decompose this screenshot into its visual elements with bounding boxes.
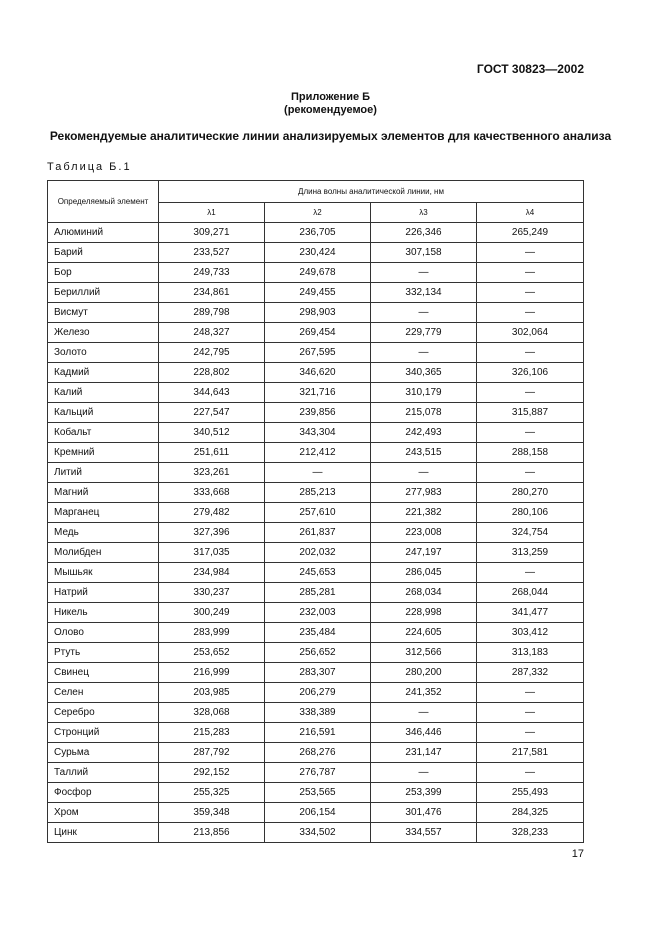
- wavelength-cell: —: [371, 263, 477, 283]
- element-name-cell: Бериллий: [48, 283, 159, 303]
- table-row: [48, 363, 584, 383]
- wavelength-cell: 340,365: [371, 363, 477, 383]
- table-header-row: [48, 181, 584, 203]
- wavelength-cell: 341,477: [477, 603, 584, 623]
- element-name-cell: Кобальт: [48, 423, 159, 443]
- table-row: [48, 743, 584, 763]
- table-row: [48, 663, 584, 683]
- wavelength-cell: —: [477, 723, 584, 743]
- wavelength-cell: 338,389: [265, 703, 371, 723]
- element-name-cell: Натрий: [48, 583, 159, 603]
- element-name-cell: Литий: [48, 463, 159, 483]
- wavelength-cell: —: [477, 463, 584, 483]
- wavelength-cell: 328,233: [477, 823, 584, 843]
- document-heading: Рекомендуемые аналитические линии анализируемых элементов для качественного анализа: [49, 129, 612, 143]
- wavelength-cell: 312,566: [371, 643, 477, 663]
- wavelength-cell: 303,412: [477, 623, 584, 643]
- wavelength-cell: 206,279: [265, 683, 371, 703]
- wavelength-cell: 332,134: [371, 283, 477, 303]
- wavelength-cell: 232,003: [265, 603, 371, 623]
- wavelength-cell: 227,547: [159, 403, 265, 423]
- wavelength-cell: 317,035: [159, 543, 265, 563]
- wavelength-cell: 300,249: [159, 603, 265, 623]
- element-name-cell: Висмут: [48, 303, 159, 323]
- wavelength-cell: 202,032: [265, 543, 371, 563]
- wavelength-cell: 334,502: [265, 823, 371, 843]
- element-name-cell: Свинец: [48, 663, 159, 683]
- wavelength-cell: 269,454: [265, 323, 371, 343]
- table-row: [48, 763, 584, 783]
- table-row: [48, 643, 584, 663]
- table-row: [48, 583, 584, 603]
- wavelength-cell: 234,861: [159, 283, 265, 303]
- wavelength-cell: 231,147: [371, 743, 477, 763]
- wavelength-cell: 253,565: [265, 783, 371, 803]
- wavelength-cell: —: [371, 343, 477, 363]
- wavelength-cell: 215,078: [371, 403, 477, 423]
- table-row: [48, 783, 584, 803]
- wavelength-cell: 280,106: [477, 503, 584, 523]
- wavelength-cell: 346,620: [265, 363, 371, 383]
- wavelength-cell: 242,493: [371, 423, 477, 443]
- table-row: [48, 443, 584, 463]
- appendix-title: Приложение Б: [290, 91, 371, 103]
- column-header-lambda-3: λ3: [371, 203, 477, 223]
- wavelength-cell: 302,064: [477, 323, 584, 343]
- wavelength-cell: 228,802: [159, 363, 265, 383]
- wavelength-cell: 249,455: [265, 283, 371, 303]
- wavelength-cell: 298,903: [265, 303, 371, 323]
- wavelength-cell: 277,983: [371, 483, 477, 503]
- wavelength-cell: —: [371, 763, 477, 783]
- wavelength-cell: 283,999: [159, 623, 265, 643]
- appendix-subtitle: (рекомендуемое): [284, 104, 377, 116]
- wavelength-cell: 328,068: [159, 703, 265, 723]
- wavelength-cell: —: [371, 703, 477, 723]
- wavelength-cell: 251,611: [159, 443, 265, 463]
- table-row: [48, 603, 584, 623]
- column-header-lambda-2: λ2: [265, 203, 371, 223]
- wavelength-cell: 285,281: [265, 583, 371, 603]
- wavelength-cell: 323,261: [159, 463, 265, 483]
- wavelength-cell: 276,787: [265, 763, 371, 783]
- element-name-cell: Олово: [48, 623, 159, 643]
- wavelength-cell: 326,106: [477, 363, 584, 383]
- wavelength-cell: 215,283: [159, 723, 265, 743]
- column-header-lambda-4: λ4: [477, 203, 584, 223]
- table-row: [48, 483, 584, 503]
- wavelength-cell: 253,652: [159, 643, 265, 663]
- column-header-wavelength-group: Длина волны аналитической линии, нм: [159, 181, 584, 203]
- wavelength-cell: 313,259: [477, 543, 584, 563]
- wavelength-cell: 267,595: [265, 343, 371, 363]
- table-row: [48, 563, 584, 583]
- wavelength-cell: 234,984: [159, 563, 265, 583]
- element-name-cell: Фосфор: [48, 783, 159, 803]
- table-row: [48, 683, 584, 703]
- wavelength-cell: 344,643: [159, 383, 265, 403]
- wavelength-cell: 301,476: [371, 803, 477, 823]
- wavelength-cell: 228,998: [371, 603, 477, 623]
- wavelength-cell: 212,412: [265, 443, 371, 463]
- element-name-cell: Никель: [48, 603, 159, 623]
- table-row: [48, 283, 584, 303]
- column-header-lambda-1: λ1: [159, 203, 265, 223]
- wavelength-cell: —: [477, 683, 584, 703]
- element-name-cell: Селен: [48, 683, 159, 703]
- wavelength-cell: 340,512: [159, 423, 265, 443]
- wavelength-cell: 229,779: [371, 323, 477, 343]
- table-caption: Таблица Б.1: [47, 161, 132, 173]
- element-name-cell: Магний: [48, 483, 159, 503]
- table-row: [48, 803, 584, 823]
- wavelength-cell: 280,270: [477, 483, 584, 503]
- wavelength-cell: 223,008: [371, 523, 477, 543]
- column-header-element: Определяемый элемент: [48, 181, 159, 223]
- wavelength-cell: 206,154: [265, 803, 371, 823]
- wavelength-cell: 243,515: [371, 443, 477, 463]
- wavelength-cell: —: [477, 243, 584, 263]
- wavelength-cell: 216,591: [265, 723, 371, 743]
- wavelength-cell: 359,348: [159, 803, 265, 823]
- table-row: [48, 823, 584, 843]
- wavelength-cell: 286,045: [371, 563, 477, 583]
- wavelength-cell: 241,352: [371, 683, 477, 703]
- wavelength-cell: 280,200: [371, 663, 477, 683]
- wavelength-cell: 217,581: [477, 743, 584, 763]
- wavelength-cell: 253,399: [371, 783, 477, 803]
- wavelength-cell: 235,484: [265, 623, 371, 643]
- wavelength-cell: 292,152: [159, 763, 265, 783]
- wavelength-cell: 288,158: [477, 443, 584, 463]
- wavelength-cell: 284,325: [477, 803, 584, 823]
- wavelength-cell: —: [477, 703, 584, 723]
- table-row: [48, 383, 584, 403]
- wavelength-cell: 247,197: [371, 543, 477, 563]
- element-name-cell: Калий: [48, 383, 159, 403]
- wavelength-cell: 239,856: [265, 403, 371, 423]
- element-name-cell: Бор: [48, 263, 159, 283]
- wavelength-cell: 242,795: [159, 343, 265, 363]
- wavelength-cell: 203,985: [159, 683, 265, 703]
- wavelength-cell: 261,837: [265, 523, 371, 543]
- element-name-cell: Марганец: [48, 503, 159, 523]
- wavelength-cell: —: [477, 343, 584, 363]
- wavelength-cell: 226,346: [371, 223, 477, 243]
- element-name-cell: Ртуть: [48, 643, 159, 663]
- table-row: [48, 243, 584, 263]
- wavelength-cell: 249,678: [265, 263, 371, 283]
- wavelength-cell: 330,237: [159, 583, 265, 603]
- wavelength-cell: —: [477, 263, 584, 283]
- wavelength-cell: —: [477, 383, 584, 403]
- table-row: [48, 623, 584, 643]
- wavelength-cell: 224,605: [371, 623, 477, 643]
- table-row: [48, 703, 584, 723]
- wavelength-cell: 265,249: [477, 223, 584, 243]
- wavelength-cell: 268,044: [477, 583, 584, 603]
- wavelength-cell: 213,856: [159, 823, 265, 843]
- wavelength-cell: 255,493: [477, 783, 584, 803]
- element-name-cell: Стронций: [48, 723, 159, 743]
- table-row: [48, 303, 584, 323]
- wavelength-cell: 236,705: [265, 223, 371, 243]
- element-name-cell: Серебро: [48, 703, 159, 723]
- table-row: [48, 463, 584, 483]
- element-name-cell: Молибден: [48, 543, 159, 563]
- wavelength-cell: 310,179: [371, 383, 477, 403]
- element-name-cell: Мышьяк: [48, 563, 159, 583]
- table-row: [48, 543, 584, 563]
- table-row: [48, 403, 584, 423]
- element-name-cell: Медь: [48, 523, 159, 543]
- wavelength-cell: 221,382: [371, 503, 477, 523]
- wavelength-cell: —: [265, 463, 371, 483]
- wavelength-cell: 283,307: [265, 663, 371, 683]
- table-body: [48, 223, 584, 843]
- table-row: [48, 343, 584, 363]
- wavelength-cell: —: [477, 563, 584, 583]
- wavelength-table: [47, 180, 584, 843]
- wavelength-cell: 287,792: [159, 743, 265, 763]
- wavelength-cell: 334,557: [371, 823, 477, 843]
- wavelength-cell: 268,034: [371, 583, 477, 603]
- element-name-cell: Таллий: [48, 763, 159, 783]
- wavelength-cell: 327,396: [159, 523, 265, 543]
- element-name-cell: Кадмий: [48, 363, 159, 383]
- wavelength-cell: 307,158: [371, 243, 477, 263]
- element-name-cell: Золото: [48, 343, 159, 363]
- wavelength-cell: 256,652: [265, 643, 371, 663]
- wavelength-cell: 255,325: [159, 783, 265, 803]
- page-number: 17: [571, 848, 584, 860]
- table-row: [48, 223, 584, 243]
- element-name-cell: Железо: [48, 323, 159, 343]
- table-row: [48, 323, 584, 343]
- wavelength-cell: 287,332: [477, 663, 584, 683]
- wavelength-cell: 248,327: [159, 323, 265, 343]
- table-row: [48, 523, 584, 543]
- wavelength-cell: 233,527: [159, 243, 265, 263]
- wavelength-cell: 333,668: [159, 483, 265, 503]
- wavelength-cell: 249,733: [159, 263, 265, 283]
- table-row: [48, 263, 584, 283]
- element-name-cell: Алюминий: [48, 223, 159, 243]
- wavelength-cell: 343,304: [265, 423, 371, 443]
- wavelength-cell: 216,999: [159, 663, 265, 683]
- wavelength-cell: —: [477, 303, 584, 323]
- table-row: [48, 423, 584, 443]
- wavelength-cell: —: [477, 763, 584, 783]
- wavelength-cell: —: [371, 463, 477, 483]
- wavelength-cell: 324,754: [477, 523, 584, 543]
- wavelength-cell: 313,183: [477, 643, 584, 663]
- wavelength-cell: 268,276: [265, 743, 371, 763]
- wavelength-cell: 230,424: [265, 243, 371, 263]
- wavelength-cell: 315,887: [477, 403, 584, 423]
- wavelength-cell: 346,446: [371, 723, 477, 743]
- wavelength-cell: —: [371, 303, 477, 323]
- wavelength-cell: —: [477, 283, 584, 303]
- element-name-cell: Сурьма: [48, 743, 159, 763]
- wavelength-cell: 245,653: [265, 563, 371, 583]
- standard-code: ГОСТ 30823—2002: [476, 62, 584, 76]
- wavelength-cell: 279,482: [159, 503, 265, 523]
- wavelength-cell: 285,213: [265, 483, 371, 503]
- element-name-cell: Барий: [48, 243, 159, 263]
- element-name-cell: Цинк: [48, 823, 159, 843]
- element-name-cell: Кремний: [48, 443, 159, 463]
- wavelength-cell: 257,610: [265, 503, 371, 523]
- wavelength-cell: —: [477, 423, 584, 443]
- element-name-cell: Хром: [48, 803, 159, 823]
- table-row: [48, 503, 584, 523]
- element-name-cell: Кальций: [48, 403, 159, 423]
- wavelength-cell: 289,798: [159, 303, 265, 323]
- wavelength-cell: 309,271: [159, 223, 265, 243]
- wavelength-cell: 321,716: [265, 383, 371, 403]
- table-row: [48, 723, 584, 743]
